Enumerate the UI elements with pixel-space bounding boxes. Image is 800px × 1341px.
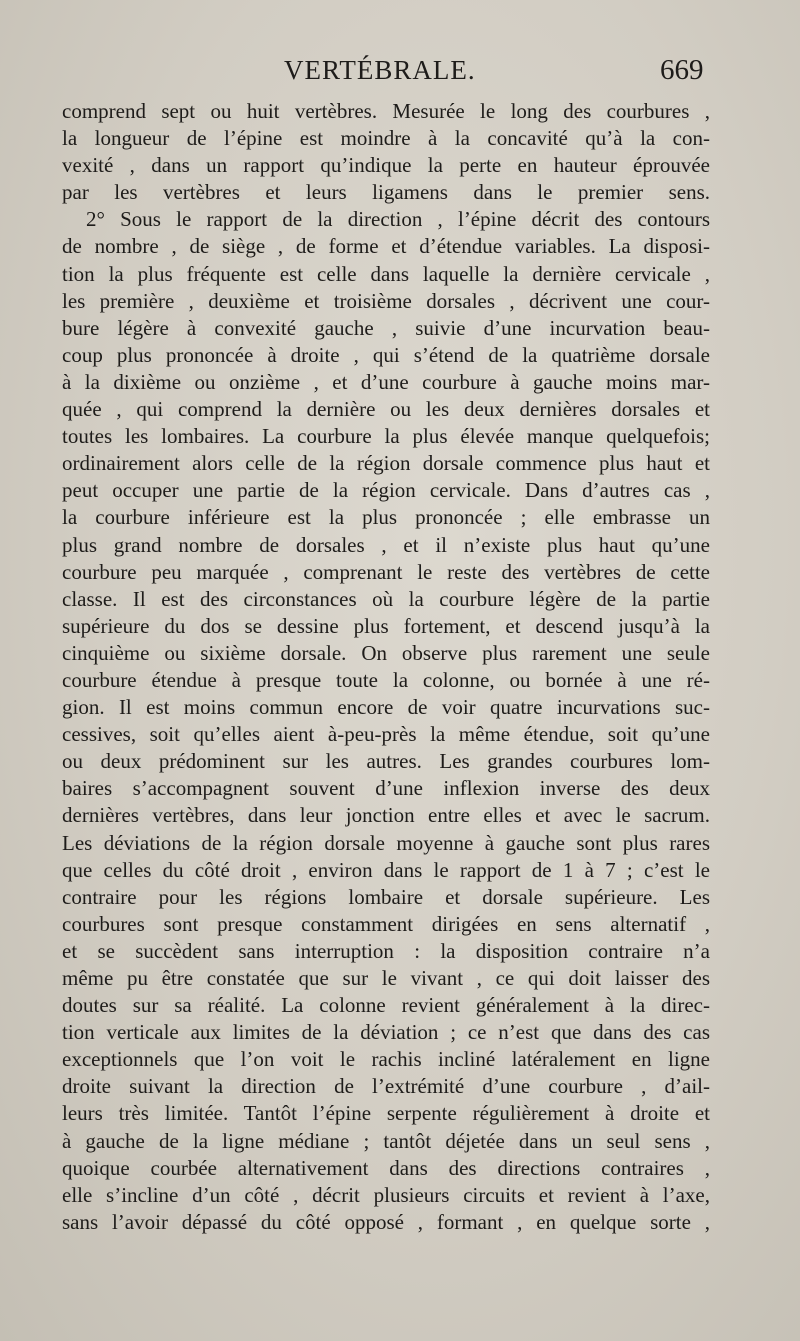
text-line: courbure étendue à presque toute la colonne, ou bornée à une ré- — [62, 667, 710, 692]
text-line: tion verticale aux limites de la déviation ; ce n’est que dans des cas — [62, 1020, 710, 1045]
text-line: sans l’avoir dépassé du côté opposé , formant , en quelque sorte , — [62, 1209, 710, 1234]
text-line: quée , qui comprend la dernière ou les deux dernières dorsales et — [62, 397, 710, 422]
text-line: leurs très limitée. Tantôt l’épine serpente régulièrement à droite et — [62, 1101, 710, 1126]
page-number: 669 — [660, 54, 704, 86]
text-line: doutes sur sa réalité. La colonne revient généralement à la direc- — [62, 993, 710, 1018]
text-line: Les déviations de la région dorsale moyenne à gauche sont plus rares — [62, 830, 710, 855]
text-line: courbure peu marquée , comprenant le reste des vertèbres de cette — [62, 559, 710, 584]
text-line: la longueur de l’épine est moindre à la concavité qu’à la con- — [62, 126, 710, 151]
text-line: bure légère à convexité gauche , suivie d’une incurvation beau- — [62, 315, 710, 340]
text-line: 2° Sous le rapport de la direction , l’épine décrit des contours — [86, 207, 710, 232]
text-line: vexité , dans un rapport qu’indique la perte en hauteur éprouvée — [62, 153, 710, 178]
text-line: peut occuper une partie de la région cervicale. Dans d’autres cas , — [62, 478, 710, 503]
text-line: que celles du côté droit , environ dans le rapport de 1 à 7 ; c’est le — [62, 857, 710, 882]
text-line: courbures sont presque constamment dirigées en sens alternatif , — [62, 911, 710, 936]
text-line: elle s’incline d’un côté , décrit plusieurs circuits et revient à l’axe, — [62, 1182, 710, 1207]
text-line: ordinairement alors celle de la région dorsale commence plus haut et — [62, 451, 710, 476]
text-line: toutes les lombaires. La courbure la plus élevée manque quelquefois; — [62, 424, 710, 449]
text-line: de nombre , de siège , de forme et d’étendue variables. La disposi- — [62, 234, 710, 259]
text-line: exceptionnels que l’on voit le rachis incliné latéralement en ligne — [62, 1047, 710, 1072]
text-line: baires s’accompagnent souvent d’une inflexion inverse des deux — [62, 776, 710, 801]
text-line: à la dixième ou onzième , et d’une courbure à gauche moins mar- — [62, 369, 710, 394]
running-head — [0, 52, 800, 88]
running-head-title: VERTÉBRALE. — [284, 55, 476, 85]
text-line: même pu être constatée que sur le vivant , ce qui doit laisser des — [62, 966, 710, 990]
text-line: tion la plus fréquente est celle dans laquelle la dernière cervicale , — [62, 261, 710, 286]
text-line: cessives, soit qu’elles aient à-peu-près la même étendue, soit qu’une — [62, 722, 710, 747]
body-text — [62, 98, 710, 1236]
text-line: supérieure du dos se dessine plus fortement, et descend jusqu’à la — [62, 613, 710, 638]
text-line: coup plus prononcée à droite , qui s’étend de la quatrième dorsale — [62, 342, 710, 367]
text-line: quoique courbée alternativement dans des directions contraires , — [62, 1155, 710, 1180]
text-line: comprend sept ou huit vertèbres. Mesurée le long des courbures , — [62, 99, 710, 123]
text-line: les première , deuxième et troisième dorsales , décrivent une cour- — [62, 288, 710, 313]
text-line: dernières vertèbres, dans leur jonction entre elles et avec le sacrum. — [62, 803, 710, 828]
text-line: ou deux prédominent sur les autres. Les grandes courbures lom- — [62, 749, 710, 774]
text-line: à gauche de la ligne médiane ; tantôt déjetée dans un seul sens , — [62, 1128, 710, 1153]
text-line: gion. Il est moins commun encore de voir quatre incurvations suc- — [62, 695, 710, 720]
text-line: contraire pour les régions lombaire et dorsale supérieure. Les — [62, 884, 710, 909]
text-line: plus grand nombre de dorsales , et il n’existe plus haut qu’une — [62, 532, 710, 557]
text-line: droite suivant la direction de l’extrémité d’une courbure , d’ail- — [62, 1074, 710, 1099]
text-line: classe. Il est des circonstances où la courbure légère de la partie — [62, 586, 710, 611]
text-line: et se succèdent sans interruption : la disposition contraire n’a — [62, 938, 710, 963]
text-line: cinquième ou sixième dorsale. On observe plus rarement une seule — [62, 640, 710, 665]
text-line: la courbure inférieure est la plus prononcée ; elle embrasse un — [62, 505, 710, 530]
text-line: par les vertèbres et leurs ligamens dans le premier sens. — [62, 180, 710, 205]
